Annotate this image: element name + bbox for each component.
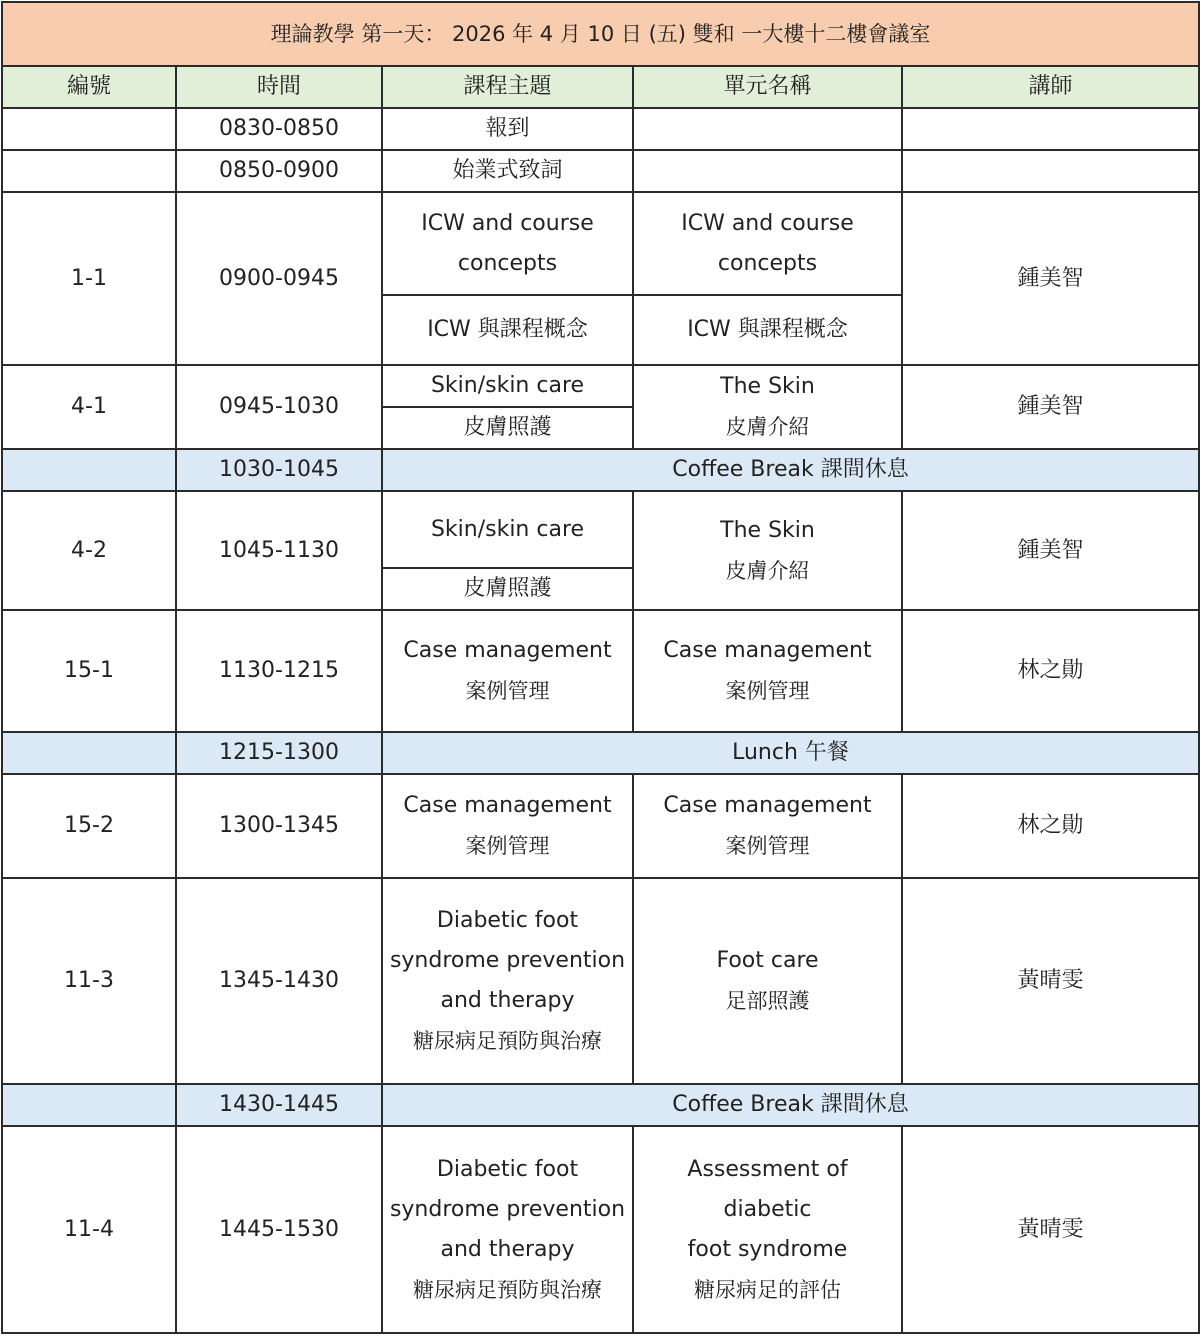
header-id: 編號 (2, 66, 176, 108)
row-teacher (902, 150, 1199, 192)
title-row (2, 2, 1199, 66)
row-id: 1-1 (2, 192, 176, 364)
unit-en-line: foot syndrome (687, 1236, 848, 1262)
row-id (2, 108, 176, 150)
row-id (2, 1084, 176, 1126)
topic-en-line: Case management (403, 637, 612, 663)
header-row (2, 66, 1199, 108)
unit-en-line: Assessment of diabetic (687, 1156, 848, 1222)
row-time: 0900-0945 (176, 192, 382, 364)
topic-zh-line: 案例管理 (465, 678, 550, 703)
topic-zh-line: 案例管理 (465, 833, 550, 858)
row-unit (633, 108, 902, 150)
break-row (2, 732, 1199, 774)
row-unit (633, 491, 902, 610)
row-time: 1030-1045 (176, 449, 382, 491)
row-time: 0830-0850 (176, 108, 382, 150)
topic-en-line: ICW and course (421, 210, 594, 236)
row-unit (633, 774, 902, 878)
table-row (2, 192, 1199, 294)
row-id: 4-1 (2, 365, 176, 449)
unit-en-line: Case management (663, 637, 872, 663)
break-label: Coffee Break 課間休息 (382, 449, 1199, 491)
row-id (2, 150, 176, 192)
table-row (2, 365, 1199, 407)
row-id: 11-3 (2, 878, 176, 1084)
row-time: 1215-1300 (176, 732, 382, 774)
break-label: Lunch 午餐 (382, 732, 1199, 774)
header-topic: 課程主題 (382, 66, 633, 108)
row-unit-zh: ICW 與課程概念 (633, 295, 902, 365)
break-row (2, 449, 1199, 491)
row-unit (633, 878, 902, 1084)
unit-zh-line: 足部照護 (725, 989, 810, 1014)
table-row (2, 491, 1199, 568)
row-teacher: 黃晴雯 (902, 878, 1199, 1084)
row-topic-zh: 皮膚照護 (382, 407, 633, 449)
unit-zh-line: 皮膚介紹 (725, 414, 810, 439)
header-unit: 單元名稱 (633, 66, 902, 108)
row-teacher: 林之勛 (902, 610, 1199, 731)
unit-zh-line: 皮膚介紹 (725, 558, 810, 583)
unit-zh-line: 案例管理 (725, 678, 810, 703)
unit-en-line: concepts (717, 250, 818, 276)
table-row (2, 774, 1199, 878)
row-id: 4-2 (2, 491, 176, 610)
row-topic (382, 610, 633, 731)
row-id: 15-2 (2, 774, 176, 878)
row-id: 11-4 (2, 1126, 176, 1333)
schedule-table (1, 1, 1200, 1334)
row-topic: 始業式致詞 (382, 150, 633, 192)
break-row (2, 1084, 1199, 1126)
row-id (2, 449, 176, 491)
row-topic-en (382, 192, 633, 294)
header-teacher: 講師 (902, 66, 1199, 108)
row-teacher (902, 108, 1199, 150)
break-label: Coffee Break 課間休息 (382, 1084, 1199, 1126)
unit-en-line: Foot care (716, 948, 819, 974)
row-topic-zh: ICW 與課程概念 (382, 295, 633, 365)
header-time: 時間 (176, 66, 382, 108)
row-id: 15-1 (2, 610, 176, 731)
row-id (2, 732, 176, 774)
topic-en-line: syndrome prevention (389, 948, 626, 974)
unit-en-line: ICW and course (681, 210, 854, 236)
row-topic: 報到 (382, 108, 633, 150)
row-unit-en (633, 192, 902, 294)
topic-zh-line: 糖尿病足預防與治療 (413, 1029, 602, 1054)
row-teacher: 鍾美智 (902, 365, 1199, 449)
row-teacher: 黃晴雯 (902, 1126, 1199, 1333)
table-row (2, 610, 1199, 731)
unit-en-line: The Skin (720, 373, 815, 399)
row-teacher: 林之勛 (902, 774, 1199, 878)
topic-en-line: concepts (457, 250, 558, 276)
row-unit (633, 610, 902, 731)
row-time: 1445-1530 (176, 1126, 382, 1333)
row-unit (633, 150, 902, 192)
row-unit (633, 1126, 902, 1333)
row-teacher: 鍾美智 (902, 491, 1199, 610)
unit-zh-line: 案例管理 (725, 833, 810, 858)
row-topic-en: Skin/skin care (382, 365, 633, 407)
row-teacher: 鍾美智 (902, 192, 1199, 364)
topic-zh-line: 糖尿病足預防與治療 (413, 1277, 602, 1302)
table-row (2, 878, 1199, 1084)
row-topic-en: Skin/skin care (382, 491, 633, 568)
row-unit (633, 365, 902, 449)
topic-en-line: syndrome prevention (389, 1196, 626, 1222)
row-time: 1345-1430 (176, 878, 382, 1084)
row-time: 1130-1215 (176, 610, 382, 731)
row-topic (382, 878, 633, 1084)
row-time: 1300-1345 (176, 774, 382, 878)
table-row (2, 150, 1199, 192)
topic-en-line: Diabetic foot (436, 908, 579, 934)
topic-en-line: Case management (403, 792, 612, 818)
unit-en-line: Case management (663, 792, 872, 818)
row-topic-zh: 皮膚照護 (382, 568, 633, 610)
row-time: 0945-1030 (176, 365, 382, 449)
row-time: 1045-1130 (176, 491, 382, 610)
table-row (2, 1126, 1199, 1333)
table-row (2, 108, 1199, 150)
unit-zh-line: 糖尿病足的評估 (694, 1277, 841, 1302)
row-time: 0850-0900 (176, 150, 382, 192)
row-time: 1430-1445 (176, 1084, 382, 1126)
unit-en-line: The Skin (720, 517, 815, 543)
row-topic (382, 774, 633, 878)
row-topic (382, 1126, 633, 1333)
schedule-title: 理論教學 第一天： 2026 年 4 月 10 日 (五) 雙和 一大樓十二樓會議室 (2, 2, 1199, 66)
topic-en-line: Diabetic foot (436, 1156, 579, 1182)
topic-en-line: and therapy (440, 988, 575, 1014)
topic-en-line: and therapy (440, 1236, 575, 1262)
